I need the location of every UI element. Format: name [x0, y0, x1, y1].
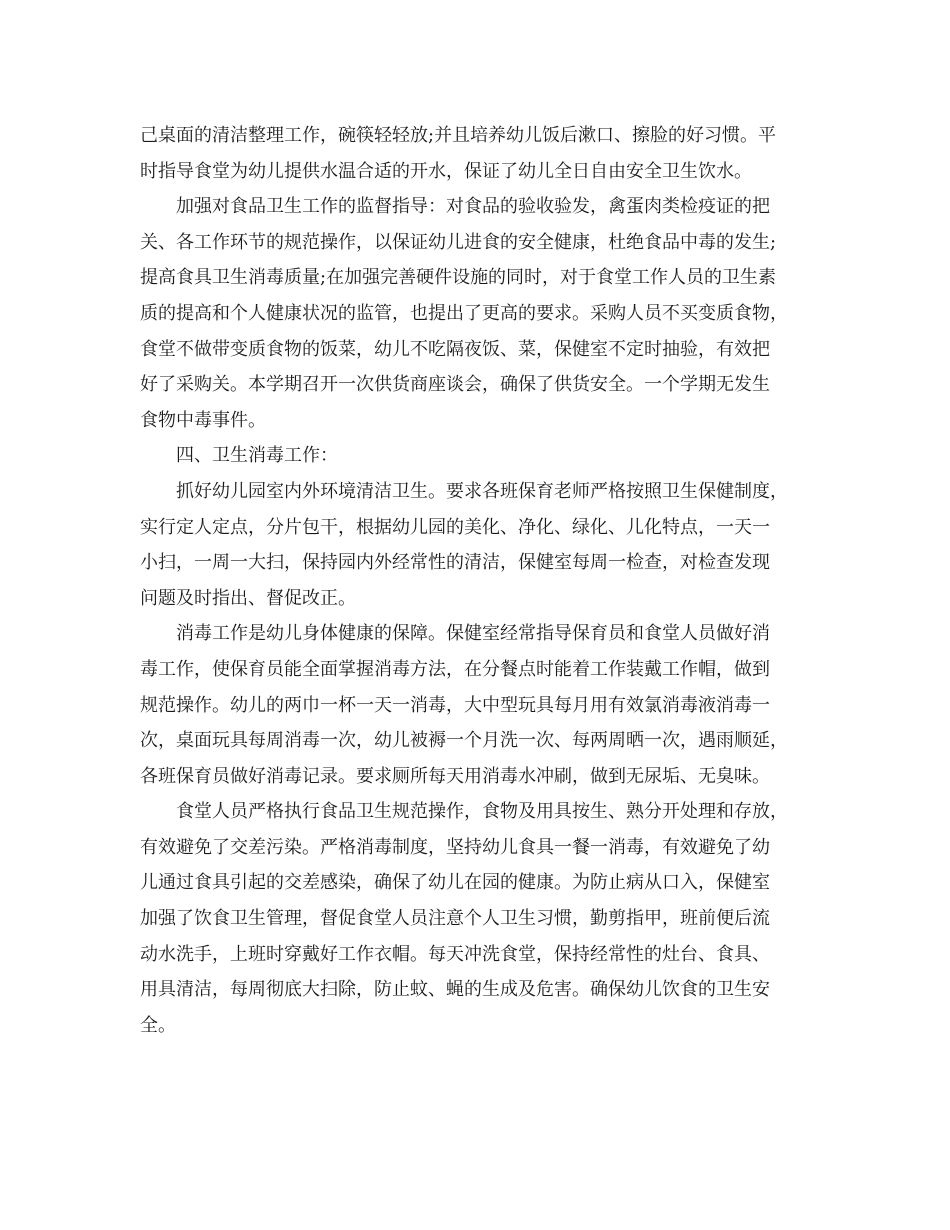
text-line: 规范操作。幼儿的两巾一杯一天一消毒，大中型玩具每月用有效氯消毒液消毒一 — [140, 694, 770, 716]
text-line: 实行定人定点，分片包干，根据幼儿园的美化、净化、绿化、儿化特点，一天一 — [140, 516, 770, 538]
text-line: 儿通过食具引起的交差感染，确保了幼儿在园的健康。为防止病从口入，保健室 — [140, 872, 770, 894]
text-line: 抓好幼儿园室内外环境清洁卫生。要求各班保育老师严格按照卫生保健制度， — [176, 480, 788, 502]
text-line: 四、卫生消毒工作： — [176, 445, 338, 467]
text-line: 有效避免了交差污染。严格消毒制度，坚持幼儿食具一餐一消毒，有效避免了幼 — [140, 836, 770, 858]
text-line: 关、各工作环节的规范操作，以保证幼儿进食的安全健康，杜绝食品中毒的发生; — [140, 231, 777, 253]
text-line: 次，桌面玩具每周消毒一次，幼儿被褥一个月洗一次、每两周晒一次，遇雨顺延， — [140, 730, 788, 752]
text-line: 食堂人员严格执行食品卫生规范操作，食物及用具按生、熟分开处理和存放， — [176, 801, 788, 823]
document-body — [140, 118, 810, 1043]
text-line: 好了采购关。本学期召开一次供货商座谈会，确保了供货安全。一个学期无发生 — [140, 374, 770, 396]
text-line: 食物中毒事件。 — [140, 409, 266, 431]
text-line: 问题及时指出、督促改正。 — [140, 587, 356, 609]
text-line: 各班保育员做好消毒记录。要求厕所每天用消毒水冲刷，做到无尿垢、无臭味。 — [140, 765, 770, 787]
text-line: 时指导食堂为幼儿提供水温合适的开水，保证了幼儿全日自由安全卫生饮水。 — [140, 160, 752, 182]
text-line: 小扫，一周一大扫，保持园内外经常性的清洁，保健室每周一检查，对检查发现 — [140, 552, 770, 574]
text-line: 消毒工作是幼儿身体健康的保障。保健室经常指导保育员和食堂人员做好消 — [176, 623, 770, 645]
text-line: 动水洗手，上班时穿戴好工作衣帽。每天冲洗食堂，保持经常性的灶台、食具、 — [140, 943, 770, 965]
text-line: 全。 — [140, 1014, 176, 1036]
text-line: 毒工作，使保育员能全面掌握消毒方法，在分餐点时能着工作装戴工作帽，做到 — [140, 658, 770, 680]
text-line: 己桌面的清洁整理工作，碗筷轻轻放;并且培养幼儿饭后漱口、擦脸的好习惯。平 — [140, 125, 777, 146]
text-line: 用具清洁，每周彻底大扫除，防止蚊、蝇的生成及危害。确保幼儿饮食的卫生安 — [140, 979, 770, 1001]
text-line: 食堂不做带变质食物的饭菜，幼儿不吃隔夜饭、菜，保健室不定时抽验，有效把 — [140, 338, 770, 360]
text-line: 提高食具卫生消毒质量;在加强完善硬件设施的同时，对于食堂工作人员的卫生素 — [140, 267, 777, 289]
text-line: 加强了饮食卫生管理，督促食堂人员注意个人卫生习惯，勤剪指甲，班前便后流 — [140, 908, 770, 930]
text-line: 加强对食品卫生工作的监督指导：对食品的验收验发，禽蛋肉类检疫证的把 — [176, 196, 770, 218]
text-line: 质的提高和个人健康状况的监管，也提出了更高的要求。采购人员不买变质食物， — [140, 302, 788, 324]
